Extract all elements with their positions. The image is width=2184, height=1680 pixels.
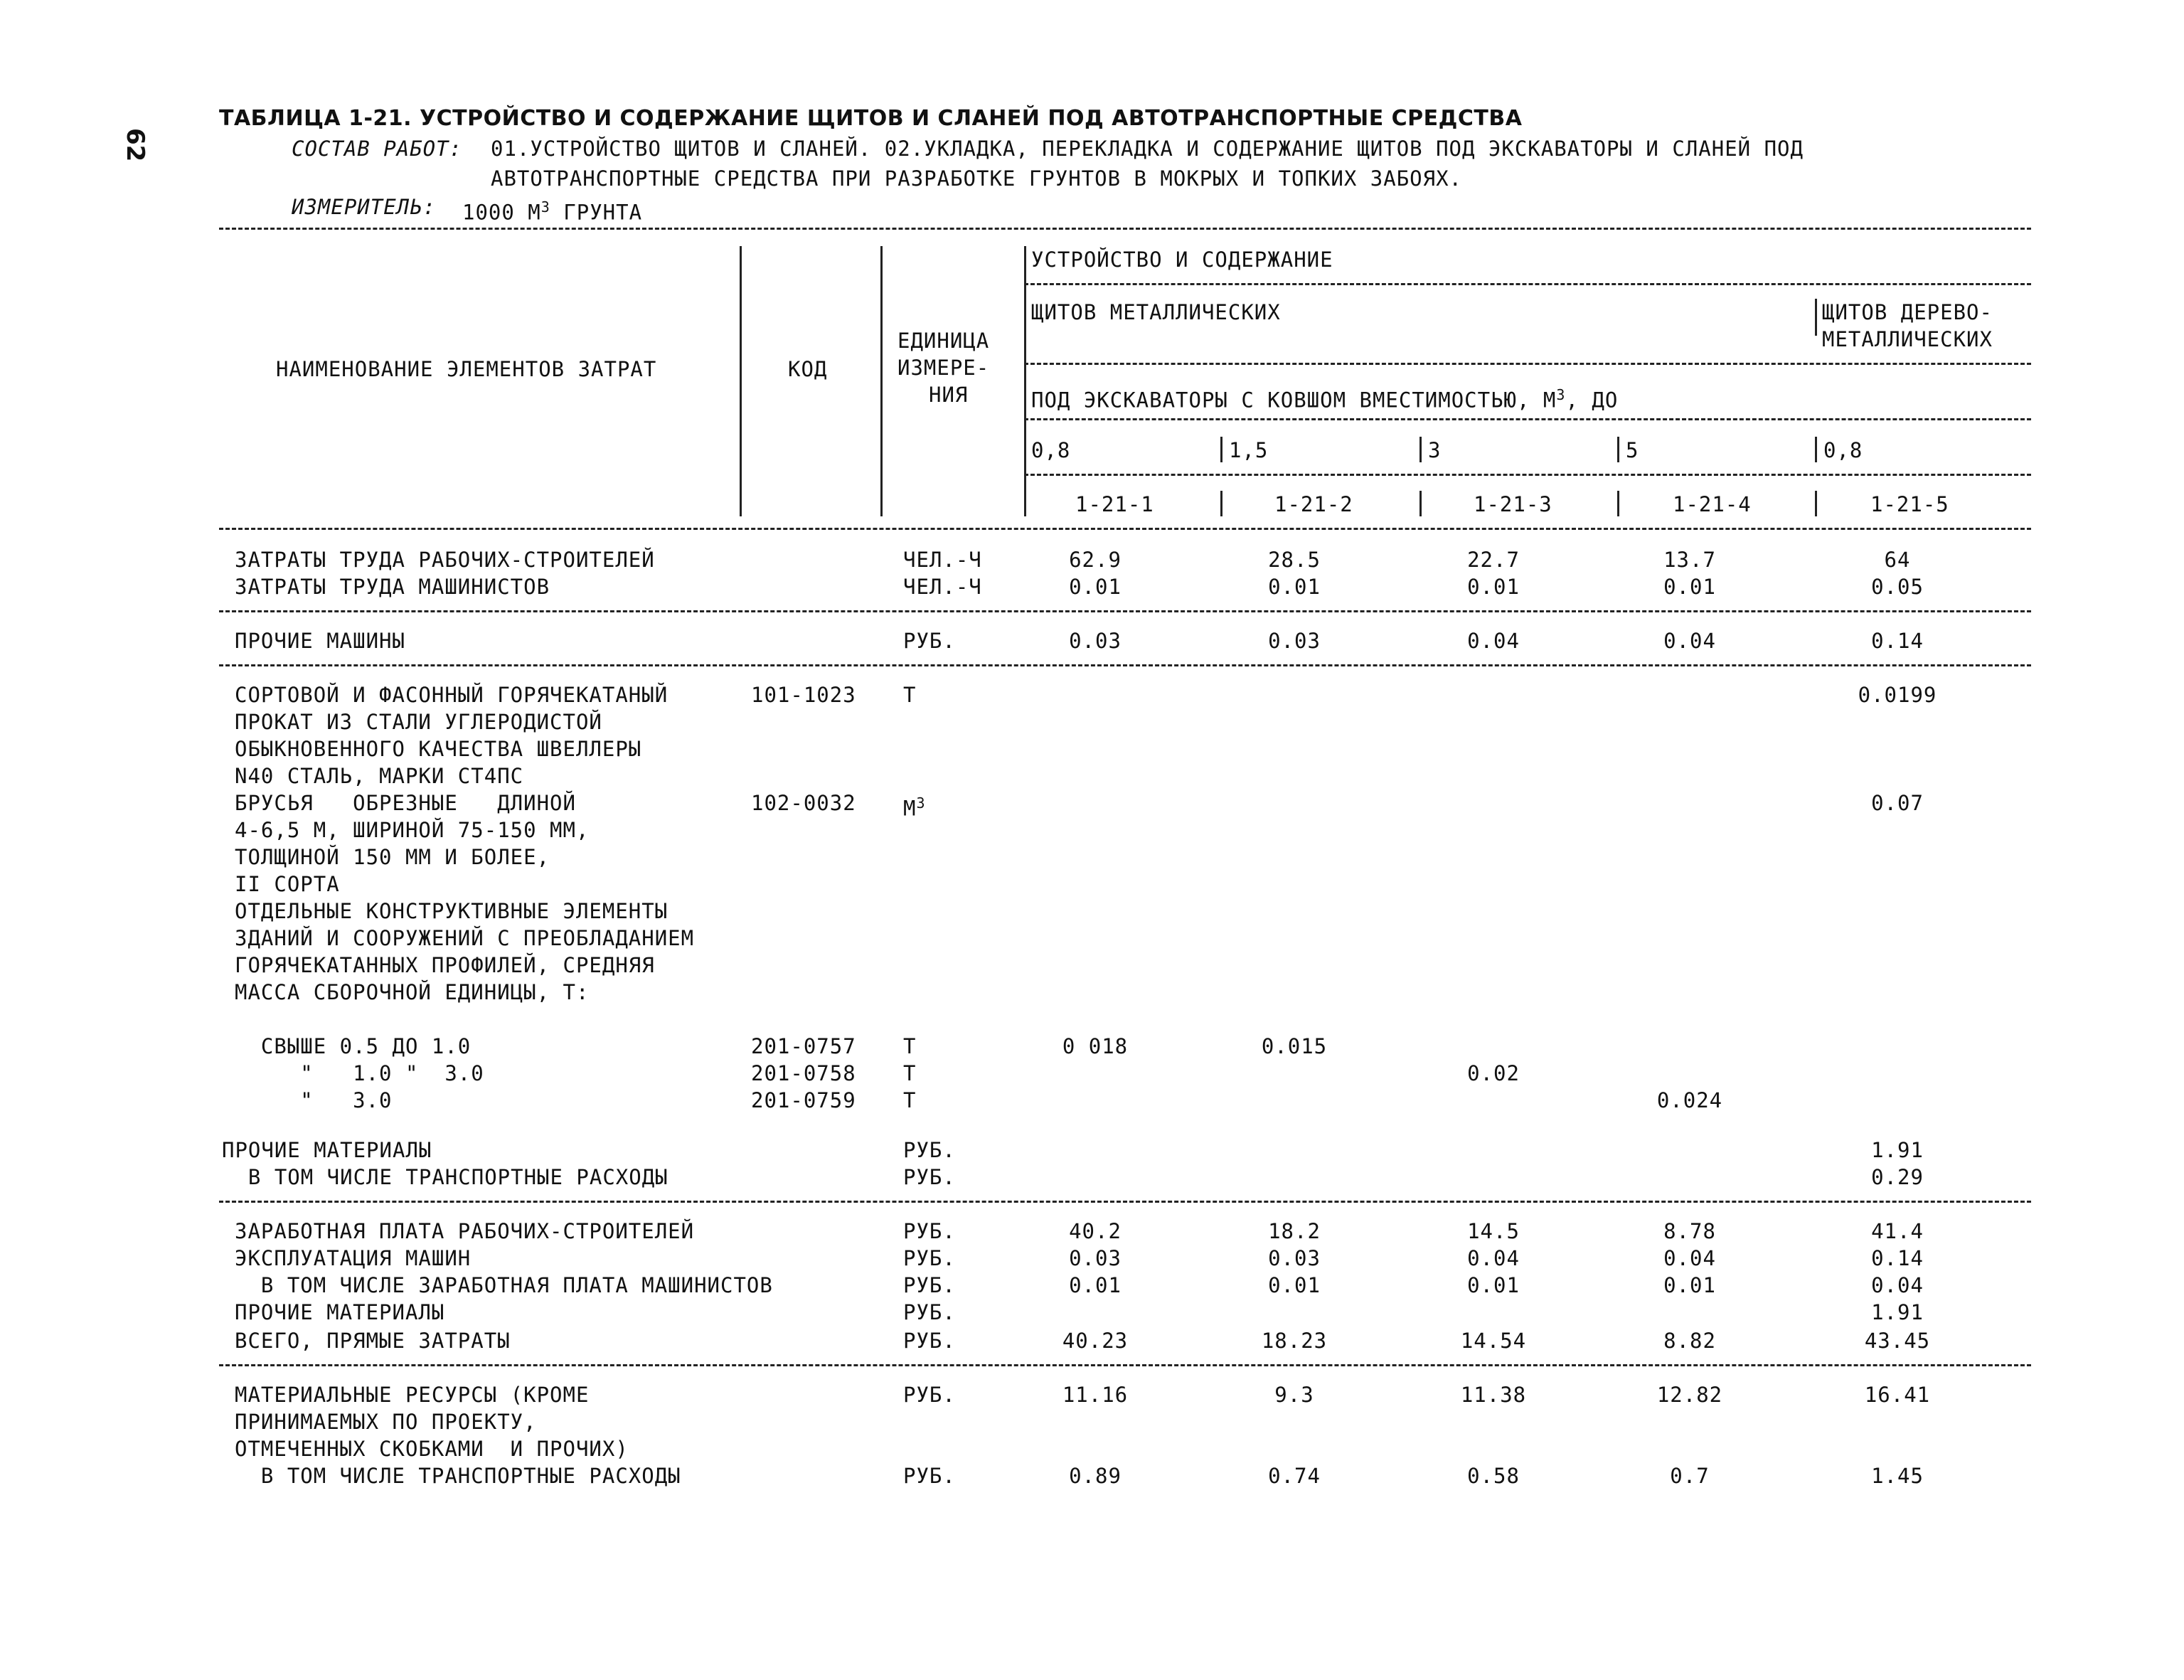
group-metal-header: ЩИТОВ МЕТАЛЛИЧЕСКИХ bbox=[1031, 300, 1281, 324]
row-name: ОТМЕЧЕННЫХ СКОБКАМИ И ПРОЧИХ) bbox=[235, 1437, 629, 1461]
row-name: 4-6,5 М, ШИРИНОЙ 75-150 ММ, bbox=[235, 818, 590, 842]
row-value-col-3: 0.01 bbox=[1467, 575, 1520, 599]
row-unit-text: РУБ. bbox=[903, 1300, 956, 1324]
capacity-2: 1,5 bbox=[1229, 438, 1269, 462]
capacity-4: 5 bbox=[1626, 438, 1639, 462]
row-value-col-5: 0.04 bbox=[1871, 1273, 1924, 1297]
row-value-col-5: 1.91 bbox=[1871, 1138, 1924, 1162]
col-divider-wood bbox=[1815, 299, 1817, 336]
row-unit bbox=[903, 1299, 956, 1326]
row-unit bbox=[903, 1381, 956, 1408]
row-value-col-5: 41.4 bbox=[1871, 1219, 1924, 1243]
row-code: 201-0757 bbox=[751, 1034, 856, 1058]
row-value-col-5: 0.05 bbox=[1871, 575, 1924, 599]
row-value-col-5: 0.14 bbox=[1871, 1246, 1924, 1270]
row-value-col-4: 0.01 bbox=[1663, 575, 1716, 599]
row-value-col-3: 0.02 bbox=[1467, 1061, 1520, 1085]
row-unit-text: РУБ. bbox=[903, 1246, 956, 1270]
row-unit-sup: 3 bbox=[916, 794, 926, 812]
row-unit-text: М bbox=[903, 796, 917, 821]
row-value-col-5: 1.45 bbox=[1871, 1464, 1924, 1488]
row-unit-text: РУБ. bbox=[903, 1329, 956, 1353]
row-value-col-3: 0.01 bbox=[1467, 1273, 1520, 1297]
row-name: МАССА СБОРОЧНОЙ ЕДИНИЦЫ, Т: bbox=[235, 980, 590, 1004]
row-value-col-1: 40.23 bbox=[1062, 1329, 1129, 1353]
row-value-col-1: 0.03 bbox=[1069, 629, 1122, 653]
row-name: ОТДЕЛЬНЫЕ КОНСТРУКТИВНЫЕ ЭЛЕМЕНТЫ bbox=[235, 899, 668, 923]
row-value-col-5: 64 bbox=[1884, 548, 1911, 572]
row-name: В ТОМ ЧИСЛЕ ТРАНСПОРТНЫЕ РАСХОДЫ bbox=[235, 1464, 681, 1488]
group-wood-header-2: МЕТАЛЛИЧЕСКИХ bbox=[1822, 327, 1993, 351]
row-value-col-4: 0.01 bbox=[1663, 1273, 1716, 1297]
norm-code-4: 1-21-4 bbox=[1673, 492, 1752, 516]
rule-codes bbox=[1024, 474, 2031, 476]
row-value-col-5: 0.07 bbox=[1871, 791, 1924, 815]
row-value-col-4: 0.024 bbox=[1656, 1088, 1723, 1112]
row-unit-text: РУБ. bbox=[903, 1138, 956, 1162]
col-divider-3 bbox=[1024, 246, 1026, 516]
row-unit-text: РУБ. bbox=[903, 1464, 956, 1488]
row-name: ЗАТРАТЫ ТРУДА РАБОЧИХ-СТРОИТЕЛЕЙ bbox=[235, 548, 655, 572]
unit-column-header-1: ЕДИНИЦА bbox=[897, 329, 990, 353]
row-value-col-5: 0.14 bbox=[1871, 629, 1924, 653]
rule-section-1 bbox=[219, 610, 2031, 612]
row-name: ПРОКАТ ИЗ СТАЛИ УГЛЕРОДИСТОЙ bbox=[235, 710, 602, 734]
row-unit bbox=[903, 573, 982, 600]
row-value-col-2: 18.23 bbox=[1261, 1329, 1328, 1353]
row-unit-text: Т bbox=[903, 1088, 917, 1112]
row-unit-text: ЧЕЛ.-Ч bbox=[903, 548, 982, 572]
row-unit-text: Т bbox=[903, 1061, 917, 1085]
capacity-5: 0,8 bbox=[1823, 438, 1863, 462]
rule-cap bbox=[1024, 418, 2031, 420]
rule-section-2 bbox=[219, 664, 2031, 666]
row-name: " 3.0 bbox=[235, 1088, 393, 1112]
cap-divider-5 bbox=[1815, 437, 1817, 462]
row-value-col-5: 1.91 bbox=[1871, 1300, 1924, 1324]
row-value-col-4: 8.82 bbox=[1663, 1329, 1716, 1353]
row-unit bbox=[903, 1245, 956, 1272]
table-title: ТАБЛИЦА 1-21. УСТРОЙСТВО И СОДЕРЖАНИЕ ЩИТОВ И СЛАНЕЙ ПОД АВТОТРАНСПОРТНЫЕ СРЕДСТВА bbox=[219, 106, 1523, 131]
row-value-col-4: 8.78 bbox=[1663, 1219, 1716, 1243]
rule-header-bottom bbox=[219, 528, 2031, 530]
row-value-col-2: 0.01 bbox=[1268, 575, 1321, 599]
row-unit-text: РУБ. bbox=[903, 1273, 956, 1297]
row-name: ЗАТРАТЫ ТРУДА МАШИНИСТОВ bbox=[235, 575, 550, 599]
row-unit-text: РУБ. bbox=[903, 1383, 956, 1407]
row-value-col-2: 0.03 bbox=[1268, 1246, 1321, 1270]
row-value-col-4: 0.04 bbox=[1663, 1246, 1716, 1270]
row-code: 201-0759 bbox=[751, 1088, 856, 1112]
measure-label: ИЗМЕРИТЕЛЬ: bbox=[292, 195, 437, 219]
row-code: 201-0758 bbox=[751, 1061, 856, 1085]
group-top-header: УСТРОЙСТВО И СОДЕРЖАНИЕ bbox=[1031, 248, 1333, 272]
row-name: ПРОЧИЕ МАТЕРИАЛЫ bbox=[222, 1138, 432, 1162]
composition-line-2: АВТОТРАНСПОРТНЫЕ СРЕДСТВА ПРИ РАЗРАБОТКЕ ГРУНТОВ В МОКРЫХ И ТОПКИХ ЗАБОЯХ. bbox=[491, 166, 1463, 191]
row-value-col-2: 0.01 bbox=[1268, 1273, 1321, 1297]
row-code: 101-1023 bbox=[751, 683, 856, 707]
code-column-header: КОД bbox=[788, 357, 828, 381]
cap-divider-4 bbox=[1617, 437, 1619, 462]
row-name: N40 СТАЛЬ, МАРКИ СТ4ПС bbox=[235, 764, 524, 788]
row-value-col-3: 0.04 bbox=[1467, 629, 1520, 653]
group-wood-header-1: ЩИТОВ ДЕРЕВО- bbox=[1822, 300, 1993, 324]
row-unit bbox=[903, 790, 926, 822]
measure-value: 1000 $М^3$ ГРУНТА bbox=[462, 198, 643, 225]
row-value-col-2: 28.5 bbox=[1268, 548, 1321, 572]
row-name: ЭКСПЛУАТАЦИЯ МАШИН bbox=[235, 1246, 472, 1270]
row-unit-text: РУБ. bbox=[903, 1219, 956, 1243]
code-divider-3 bbox=[1419, 491, 1422, 516]
row-name: ВСЕГО, ПРЯМЫЕ ЗАТРАТЫ bbox=[235, 1329, 511, 1353]
code-divider-5 bbox=[1815, 491, 1817, 516]
name-column-header: НАИМЕНОВАНИЕ ЭЛЕМЕНТОВ ЗАТРАТ bbox=[276, 357, 657, 381]
row-value-col-3: 14.5 bbox=[1467, 1219, 1520, 1243]
row-name: ОБЫКНОВЕННОГО КАЧЕСТВА ШВЕЛЛЕРЫ bbox=[235, 737, 642, 761]
row-name: СВЫШЕ 0.5 ДО 1.0 bbox=[235, 1034, 472, 1058]
norm-code-2: 1-21-2 bbox=[1274, 492, 1353, 516]
row-value-col-5: 43.45 bbox=[1864, 1329, 1931, 1353]
row-value-col-1: 0.01 bbox=[1069, 575, 1122, 599]
row-name: ПРИНИМАЕМЫХ ПО ПРОЕКТУ, bbox=[235, 1410, 537, 1434]
row-value-col-3: 11.38 bbox=[1460, 1383, 1527, 1407]
row-unit-text: РУБ. bbox=[903, 1165, 956, 1189]
row-unit bbox=[903, 681, 916, 708]
row-unit-text: РУБ. bbox=[903, 629, 956, 653]
row-value-col-5: 0.29 bbox=[1871, 1165, 1924, 1189]
row-name: СОРТОВОЙ И ФАСОННЫЙ ГОРЯЧЕКАТАНЫЙ bbox=[235, 683, 668, 707]
row-name: ПРОЧИЕ МАШИНЫ bbox=[235, 629, 405, 653]
row-value-col-1: 11.16 bbox=[1062, 1383, 1129, 1407]
capacity-1: 0,8 bbox=[1031, 438, 1071, 462]
rule-section-4 bbox=[219, 1364, 2031, 1366]
row-name: В ТОМ ЧИСЛЕ ТРАНСПОРТНЫЕ РАСХОДЫ bbox=[222, 1165, 668, 1189]
row-value-col-1: 40.2 bbox=[1069, 1219, 1122, 1243]
row-unit-text: Т bbox=[903, 683, 917, 707]
col-divider-2 bbox=[880, 246, 883, 516]
row-value-col-5: 16.41 bbox=[1864, 1383, 1931, 1407]
row-value-col-1: 0.89 bbox=[1069, 1464, 1122, 1488]
row-value-col-2: 0.74 bbox=[1268, 1464, 1321, 1488]
code-divider-2 bbox=[1220, 491, 1222, 516]
cap-divider-2 bbox=[1220, 437, 1222, 462]
unit-column-header-3: НИЯ bbox=[929, 383, 969, 407]
row-value-col-1: 0.03 bbox=[1069, 1246, 1122, 1270]
unit-column-header-2: ИЗМЕРЕ- bbox=[897, 356, 990, 380]
rule-group bbox=[1024, 283, 2031, 285]
row-value-col-3: 22.7 bbox=[1467, 548, 1520, 572]
row-value-col-3: 0.58 bbox=[1467, 1464, 1520, 1488]
row-value-col-1: 0.01 bbox=[1069, 1273, 1122, 1297]
row-name: ЗДАНИЙ И СООРУЖЕНИЙ С ПРЕОБЛАДАНИЕМ bbox=[235, 926, 695, 950]
rule-section-3 bbox=[219, 1201, 2031, 1203]
row-unit bbox=[903, 1272, 956, 1299]
col-divider-1 bbox=[740, 246, 742, 516]
row-name: " 1.0 " 3.0 bbox=[235, 1061, 484, 1085]
row-name: МАТЕРИАЛЬНЫЕ РЕСУРСЫ (КРОМЕ bbox=[235, 1383, 590, 1407]
rule-sub bbox=[1024, 363, 2031, 365]
row-value-col-4: 0.04 bbox=[1663, 629, 1716, 653]
row-value-col-2: 9.3 bbox=[1274, 1383, 1314, 1407]
row-value-col-2: 18.2 bbox=[1268, 1219, 1321, 1243]
row-name: БРУСЬЯ ОБРЕЗНЫЕ ДЛИНОЙ bbox=[235, 791, 576, 815]
row-value-col-4: 12.82 bbox=[1656, 1383, 1723, 1407]
row-unit-text: ЧЕЛ.-Ч bbox=[903, 575, 982, 599]
capacity-3: 3 bbox=[1428, 438, 1442, 462]
row-value-col-1: 62.9 bbox=[1069, 548, 1122, 572]
sub-header: ПОД ЭКСКАВАТОРЫ С КОВШОМ ВМЕСТИМОСТЬЮ, $М^3$, ДО bbox=[1031, 386, 1619, 413]
norm-code-3: 1-21-3 bbox=[1474, 492, 1552, 516]
code-divider-4 bbox=[1617, 491, 1619, 516]
row-unit bbox=[903, 1218, 956, 1245]
row-name: ТОЛЩИНОЙ 150 ММ И БОЛЕЕ, bbox=[235, 845, 550, 869]
row-unit bbox=[903, 1087, 916, 1114]
row-unit bbox=[903, 1060, 916, 1087]
row-value-col-3: 14.54 bbox=[1460, 1329, 1527, 1353]
row-value-col-4: 13.7 bbox=[1663, 548, 1716, 572]
row-unit bbox=[903, 1462, 956, 1489]
row-name: ПРОЧИЕ МАТЕРИАЛЫ bbox=[235, 1300, 445, 1324]
row-name: II СОРТА bbox=[235, 872, 340, 896]
row-name: ГОРЯЧЕКАТАННЫХ ПРОФИЛЕЙ, СРЕДНЯЯ bbox=[235, 953, 655, 977]
row-unit-text: Т bbox=[903, 1034, 917, 1058]
row-unit bbox=[903, 627, 956, 654]
row-unit bbox=[903, 1164, 956, 1191]
row-unit bbox=[903, 546, 982, 573]
row-unit bbox=[903, 1327, 956, 1354]
norm-code-1: 1-21-1 bbox=[1075, 492, 1154, 516]
row-value-col-2: 0.015 bbox=[1261, 1034, 1328, 1058]
row-value-col-4: 0.7 bbox=[1670, 1464, 1710, 1488]
row-unit bbox=[903, 1033, 916, 1060]
composition-line-1: 01.УСТРОЙСТВО ЩИТОВ И СЛАНЕЙ. 02.УКЛАДКА, ПЕРЕКЛАДКА И СОДЕРЖАНИЕ ЩИТОВ ПОД ЭКСКАВАТОРЫ И СЛАНЕЙ ПОД bbox=[491, 137, 1804, 161]
row-value-col-5: 0.0199 bbox=[1858, 683, 1937, 707]
cap-divider-3 bbox=[1419, 437, 1422, 462]
row-value-col-2: 0.03 bbox=[1268, 629, 1321, 653]
row-name: ЗАРАБОТНАЯ ПЛАТА РАБОЧИХ-СТРОИТЕЛЕЙ bbox=[235, 1219, 695, 1243]
composition-label: СОСТАВ РАБОТ: bbox=[292, 137, 462, 161]
row-value-col-3: 0.04 bbox=[1467, 1246, 1520, 1270]
row-unit bbox=[903, 1137, 956, 1164]
norm-code-5: 1-21-5 bbox=[1870, 492, 1949, 516]
page-number: 62 bbox=[121, 128, 149, 162]
row-value-col-1: 0 018 bbox=[1062, 1034, 1129, 1058]
row-code: 102-0032 bbox=[751, 791, 856, 815]
row-name: В ТОМ ЧИСЛЕ ЗАРАБОТНАЯ ПЛАТА МАШИНИСТОВ bbox=[235, 1273, 773, 1297]
rule-header-top bbox=[219, 228, 2031, 230]
